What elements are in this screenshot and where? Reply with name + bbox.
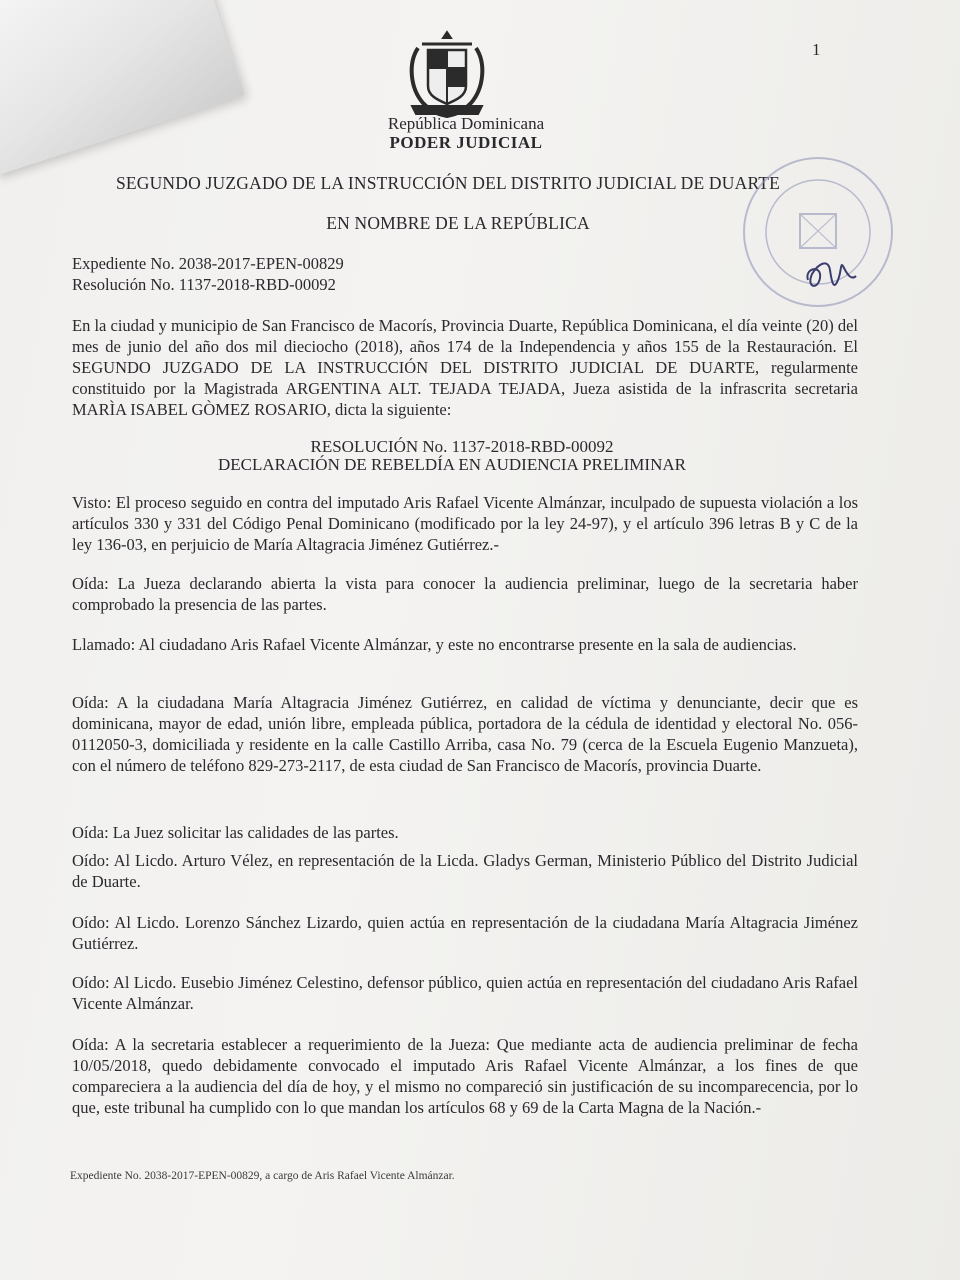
expediente-number: Expediente No. 2038-2017-EPEN-00829 — [72, 254, 344, 273]
resolucion-number: Resolución No. 1137-2018-RBD-00092 — [72, 275, 336, 294]
paragraph-oido-lizardo: Oído: Al Licdo. Lorenzo Sánchez Lizardo, quien actúa en representación de la ciudadana María Altagracia Jiménez Gutiérrez. — [72, 913, 858, 953]
paragraph-oido-ministerio: Oído: Al Licdo. Arturo Vélez, en representación de la Licda. Gladys German, Ministerio Público del Distrito Judicial de Duarte. — [72, 851, 858, 891]
in-name-of-republic: EN NOMBRE DE LA REPÚBLICA — [326, 213, 590, 233]
resolution-subtitle: DECLARACIÓN DE REBELDÍA EN AUDIENCIA PRELIMINAR — [218, 455, 686, 474]
court-name: SEGUNDO JUZGADO DE LA INSTRUCCIÓN DEL DISTRITO JUDICIAL DE DUARTE — [115, 173, 781, 193]
page-footer: Expediente No. 2038-2017-EPEN-00829, a cargo de Aris Rafael Vicente Almánzar. — [70, 1170, 455, 1182]
paragraph-oida-victima: Oída: A la ciudadana María Altagracia Jiménez Gutiérrez, en calidad de víctima y denunciante, decir que es dominicana, mayor de edad, unión libre, empleada pública, portadora de la cédula de identidad y electoral No. 056-0112050-3, domiciliada y residente en la calle Castillo Arriba, casa No. 79 (cerca de la Escuela Eugenio Manzueta), con el número de teléfono 829-273-2117, de esta ciudad de San Francisco de Macorís, provincia Duarte. — [72, 693, 858, 775]
intro-paragraph: En la ciudad y municipio de San Francisco de Macorís, Provincia Duarte, República Dominicana, el día veinte (20) del mes de junio del año dos mil dieciocho (2018), años 174 de la Independencia y años 155 de la Restauración. El SEGUNDO JUZGADO DE LA INSTRUCCIÓN DEL DISTRITO JUDICIAL DE DUARTE, regularmente constituido por la Magistrada ARGENTINA ALT. TEJADA TEJADA, Jueza asistida de la infrascrita secretaria MARÌA ISABEL GÒMEZ ROSARIO, dicta la siguiente: — [72, 316, 858, 419]
paragraph-oido-defensor: Oído: Al Licdo. Eusebio Jiménez Celestino, defensor público, quien actúa en representación del ciudadano Aris Rafael Vicente Almánzar. — [72, 973, 858, 1013]
resolution-title: RESOLUCIÓN No. 1137-2018-RBD-00092 — [310, 437, 614, 456]
country-name: República Dominicana — [387, 114, 545, 133]
paragraph-oida-secretaria: Oída: A la secretaria establecer a requerimiento de la Jueza: Que mediante acta de audiencia preliminar de fecha 10/05/2018, quedo debidamente convocado el imputado Aris Rafael Vicente Almánzar, a los fines de que compareciera a la audiencia del día de hoy, y el mismo no compareció sin justificación de su incomparecencia, por lo que, este tribunal ha cumplido con lo que mandan los artículos 68 y 69 de la Carta Magna de la Nación.- — [72, 1035, 858, 1117]
coat-of-arms-icon — [398, 28, 496, 120]
paragraph-oida-calidades: Oída: La Juez solicitar las calidades de las partes. — [72, 823, 399, 842]
page-number: 1 — [812, 40, 821, 59]
judicial-power: PODER JUDICIAL — [389, 133, 543, 152]
paragraph-oida-jueza: Oída: La Jueza declarando abierta la vista para conocer la audiencia preliminar, luego de la secretaria haber comprobado la presencia de las partes. — [72, 574, 858, 614]
case-identifiers — [72, 253, 858, 295]
paragraph-visto: Visto: El proceso seguido en contra del imputado Aris Rafael Vicente Almánzar, inculpado de supuesta violación a los artículos 330 y 331 del Código Penal Dominicano (modificado por la ley 24-97), y el artículo 396 letras B y C de la ley 136-03, en perjuicio de María Altagracia Jiménez Gutiérrez.- — [72, 493, 858, 554]
paragraph-llamado: Llamado: Al ciudadano Aris Rafael Vicente Almánzar, y este no encontrarse presente en la sala de audiencias. — [72, 635, 797, 654]
